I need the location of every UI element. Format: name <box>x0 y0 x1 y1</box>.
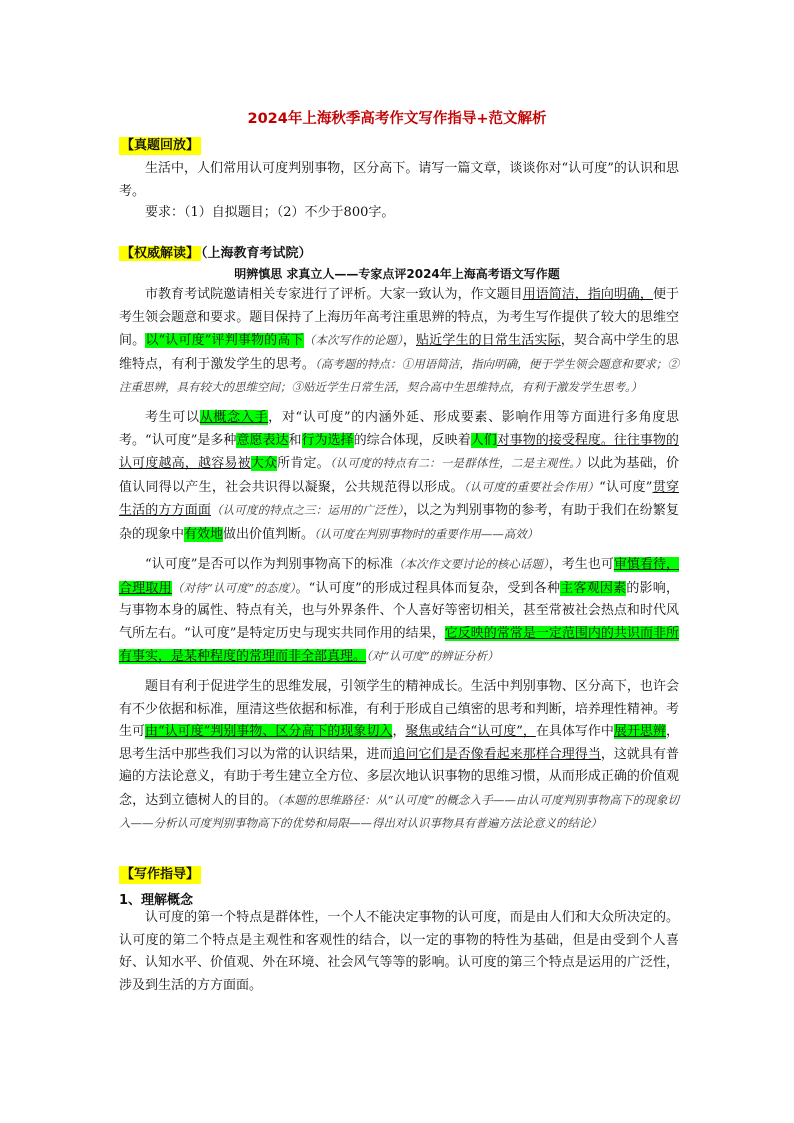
p4-text-e: 在具体写作中 <box>535 724 614 739</box>
guide-body: 认可度的第一个特点是群体性，一个人不能决定事物的认可度，而是由人们和大众所决定的。认可度的第二个特点是主观性和客观性的结合，以一定的事物的特性为基础，但是由受到个人喜好、认知水平、价值观、外在环境、社会风气等等的影响。认可度的第三个特点是运用的广泛性，涉及到生活的方方面面。 <box>119 910 679 993</box>
p2-highlight-j: 大众 <box>250 456 278 471</box>
p3-note-j: （对“认可度”的辨证分析） <box>366 649 499 663</box>
p3-text-h: 的影响，与事物本身的属性、特点有关，也与外界条件、个人喜好等密切相关，甚至常被社会热点和时代风气所左右。“认可度”是特定历史与现实共同作用的结果， <box>119 580 679 641</box>
p3-text-c: ，考生也可 <box>548 557 614 572</box>
p1-text-a: 市教育考试院邀请相关专家进行了评析。大家一致认为，作文题目 <box>145 287 523 302</box>
paragraph-2 <box>119 407 679 546</box>
p3-text-a: “认可度”是否可以作为判别事物高下的标准 <box>145 557 393 572</box>
p4-underline-d: 聚焦或结合“认可度”， <box>405 724 536 739</box>
p1-note-i: （高考题的特点：①用语简洁，指向明确，便于学生领会题意和要求；②注重思辨，具有较大的思维空间；③贴近学生日常生活，契合高中生思维特点，有利于激发学生思考。） <box>119 356 679 394</box>
p2-highlight-b: 从概念入手 <box>199 410 269 425</box>
p1-text-h: ，契合高中学生的思维特点，有利于激发学生的思考。 <box>119 333 679 372</box>
p2-underline-i: 对事物的接受程度。往往事物的认可度越高，越容易被 <box>119 432 679 471</box>
p2-text-t: 做出价值判断。 <box>223 526 315 542</box>
p4-highlight-b: 由“认可度”判别事物、区分高下的现象切入 <box>145 724 393 739</box>
paragraph-4 <box>119 676 679 836</box>
p2-note-u: （认可度在判别事物时的重要作用——高效） <box>314 526 539 541</box>
p2-highlight-s: 有效地 <box>184 526 224 542</box>
section-tag-interpretation: 【权威解读】 <box>121 246 200 261</box>
p3-highlight-d: 审慎看待，合理取用 <box>119 557 679 596</box>
p2-highlight-f: 行为选择 <box>301 432 354 448</box>
p3-text-f: 。“认可度”的形成过程具体而复杂，受到各种 <box>295 580 561 596</box>
section-tag-writing-guide: 【写作指导】 <box>121 867 200 882</box>
p4-text-i: ，这就具有普遍的方法论意义，有助于考生建立全方位、多层次地认识事物的思维习惯，从而形成正确的价值观念，达到立德树人的目的。 <box>119 746 679 808</box>
p3-note-b: （本次作文要讨论的核心话题） <box>392 557 549 571</box>
section-header-interpretation <box>119 242 312 263</box>
p2-text-e: 和 <box>288 432 302 448</box>
p1-text-f: ， <box>402 333 416 348</box>
paragraph-3 <box>119 553 679 669</box>
p1-text-c: 便于考生领会题意和要求。题目保持了上海历年高考注重思辨的特点，为考生写作提供了较大的思维空间。 <box>119 287 679 348</box>
exam-requirements: 要求：（1）自拟题目；（2）不少于800字。 <box>145 205 395 220</box>
interpretation-source: （上海教育考试院） <box>201 246 312 261</box>
p3-highlight-i: 它反映的常常是一定范围内的共识而非所有事实，是某种程度的常理而非全部真理。 <box>119 625 679 664</box>
p1-underline-g: 贴近学生的日常生活实际 <box>416 333 561 348</box>
p2-text-c: ，对“认可度”的内涵外延、形成要素、影响作用等方面进行多角度思考。“认可度”是多种 <box>119 410 679 448</box>
p2-text-r: ，以之为判别事物的参考，有助于我们在纷繁复杂的现象中 <box>119 503 679 542</box>
p2-note-l: （认可度的特点有二：一是群体性，二是主观性。） <box>329 456 587 470</box>
p1-underline-b: 用语简洁，指向明确， <box>522 287 653 302</box>
p4-text-a: 题目有利于促进学生的思维发展，引领学生的精神成长。生活中判别事物、区分高下，也许会有不少依据和标准，厘清这些依据和标准，有利于形成自己缜密的思考和判断，培养理性精神。考生可 <box>119 679 679 739</box>
p1-note-e: （本次写作的论题） <box>303 333 403 347</box>
guide-heading: 1、理解概念 <box>119 893 194 908</box>
p2-highlight-d: 意愿表达 <box>236 432 289 448</box>
p2-text-m: 以此为基础，价值认同得以产生，社会共识得以凝聚，公共规范得以形成。 <box>119 456 679 495</box>
p4-highlight-f: 展开思辨 <box>613 724 666 739</box>
paragraph-1 <box>119 284 679 400</box>
p2-text-a: 考生可以 <box>145 410 200 425</box>
p2-note-n: （认可度的重要社会作用） <box>463 479 600 494</box>
p4-underline-h: 追问它们是否像看起来那样合理得当 <box>392 746 601 762</box>
p3-highlight-g: 主客观因素 <box>560 580 627 596</box>
p2-underline-p: 贯穿生活的方方面面 <box>119 479 679 518</box>
p2-text-g: 的综合体现，反映着 <box>353 432 471 448</box>
p2-highlight-h: 人们 <box>470 432 497 448</box>
p2-note-q: （认可度的特点之三：运用的广泛性） <box>211 503 404 517</box>
section-tag-exam-review: 【真题回放】 <box>121 138 200 153</box>
p3-note-e: （对待“认可度”的态度） <box>171 580 296 595</box>
p1-highlight-topic: 以“认可度”评判事物的高下 <box>145 333 304 348</box>
p4-text-g: ，思考生活中那些我们习以为常的认识结果，进而 <box>119 724 679 762</box>
page-title: 2024年上海秋季高考作文写作指导+范文解析 <box>247 111 547 127</box>
p2-text-o: “认可度” <box>599 479 653 495</box>
p4-text-c: ， <box>392 724 406 739</box>
p4-note-j: （本题的思维路径：从“认可度”的概念入手——由认可度判别事物高下的现象切入——分析认可度判别事物高下的优势和局限——得出对认识事物具有普遍方法论意义的结论） <box>119 792 679 830</box>
p2-text-k: 所肯定。 <box>277 456 330 471</box>
exam-prompt: 生活中，人们常用认可度判别事物，区分高下。请写一篇文章，谈谈你对“认可度”的认识和思考。 <box>119 161 679 199</box>
expert-review-subtitle: 明辨慎思 求真立人——专家点评2024年上海高考语文写作题 <box>234 267 560 281</box>
